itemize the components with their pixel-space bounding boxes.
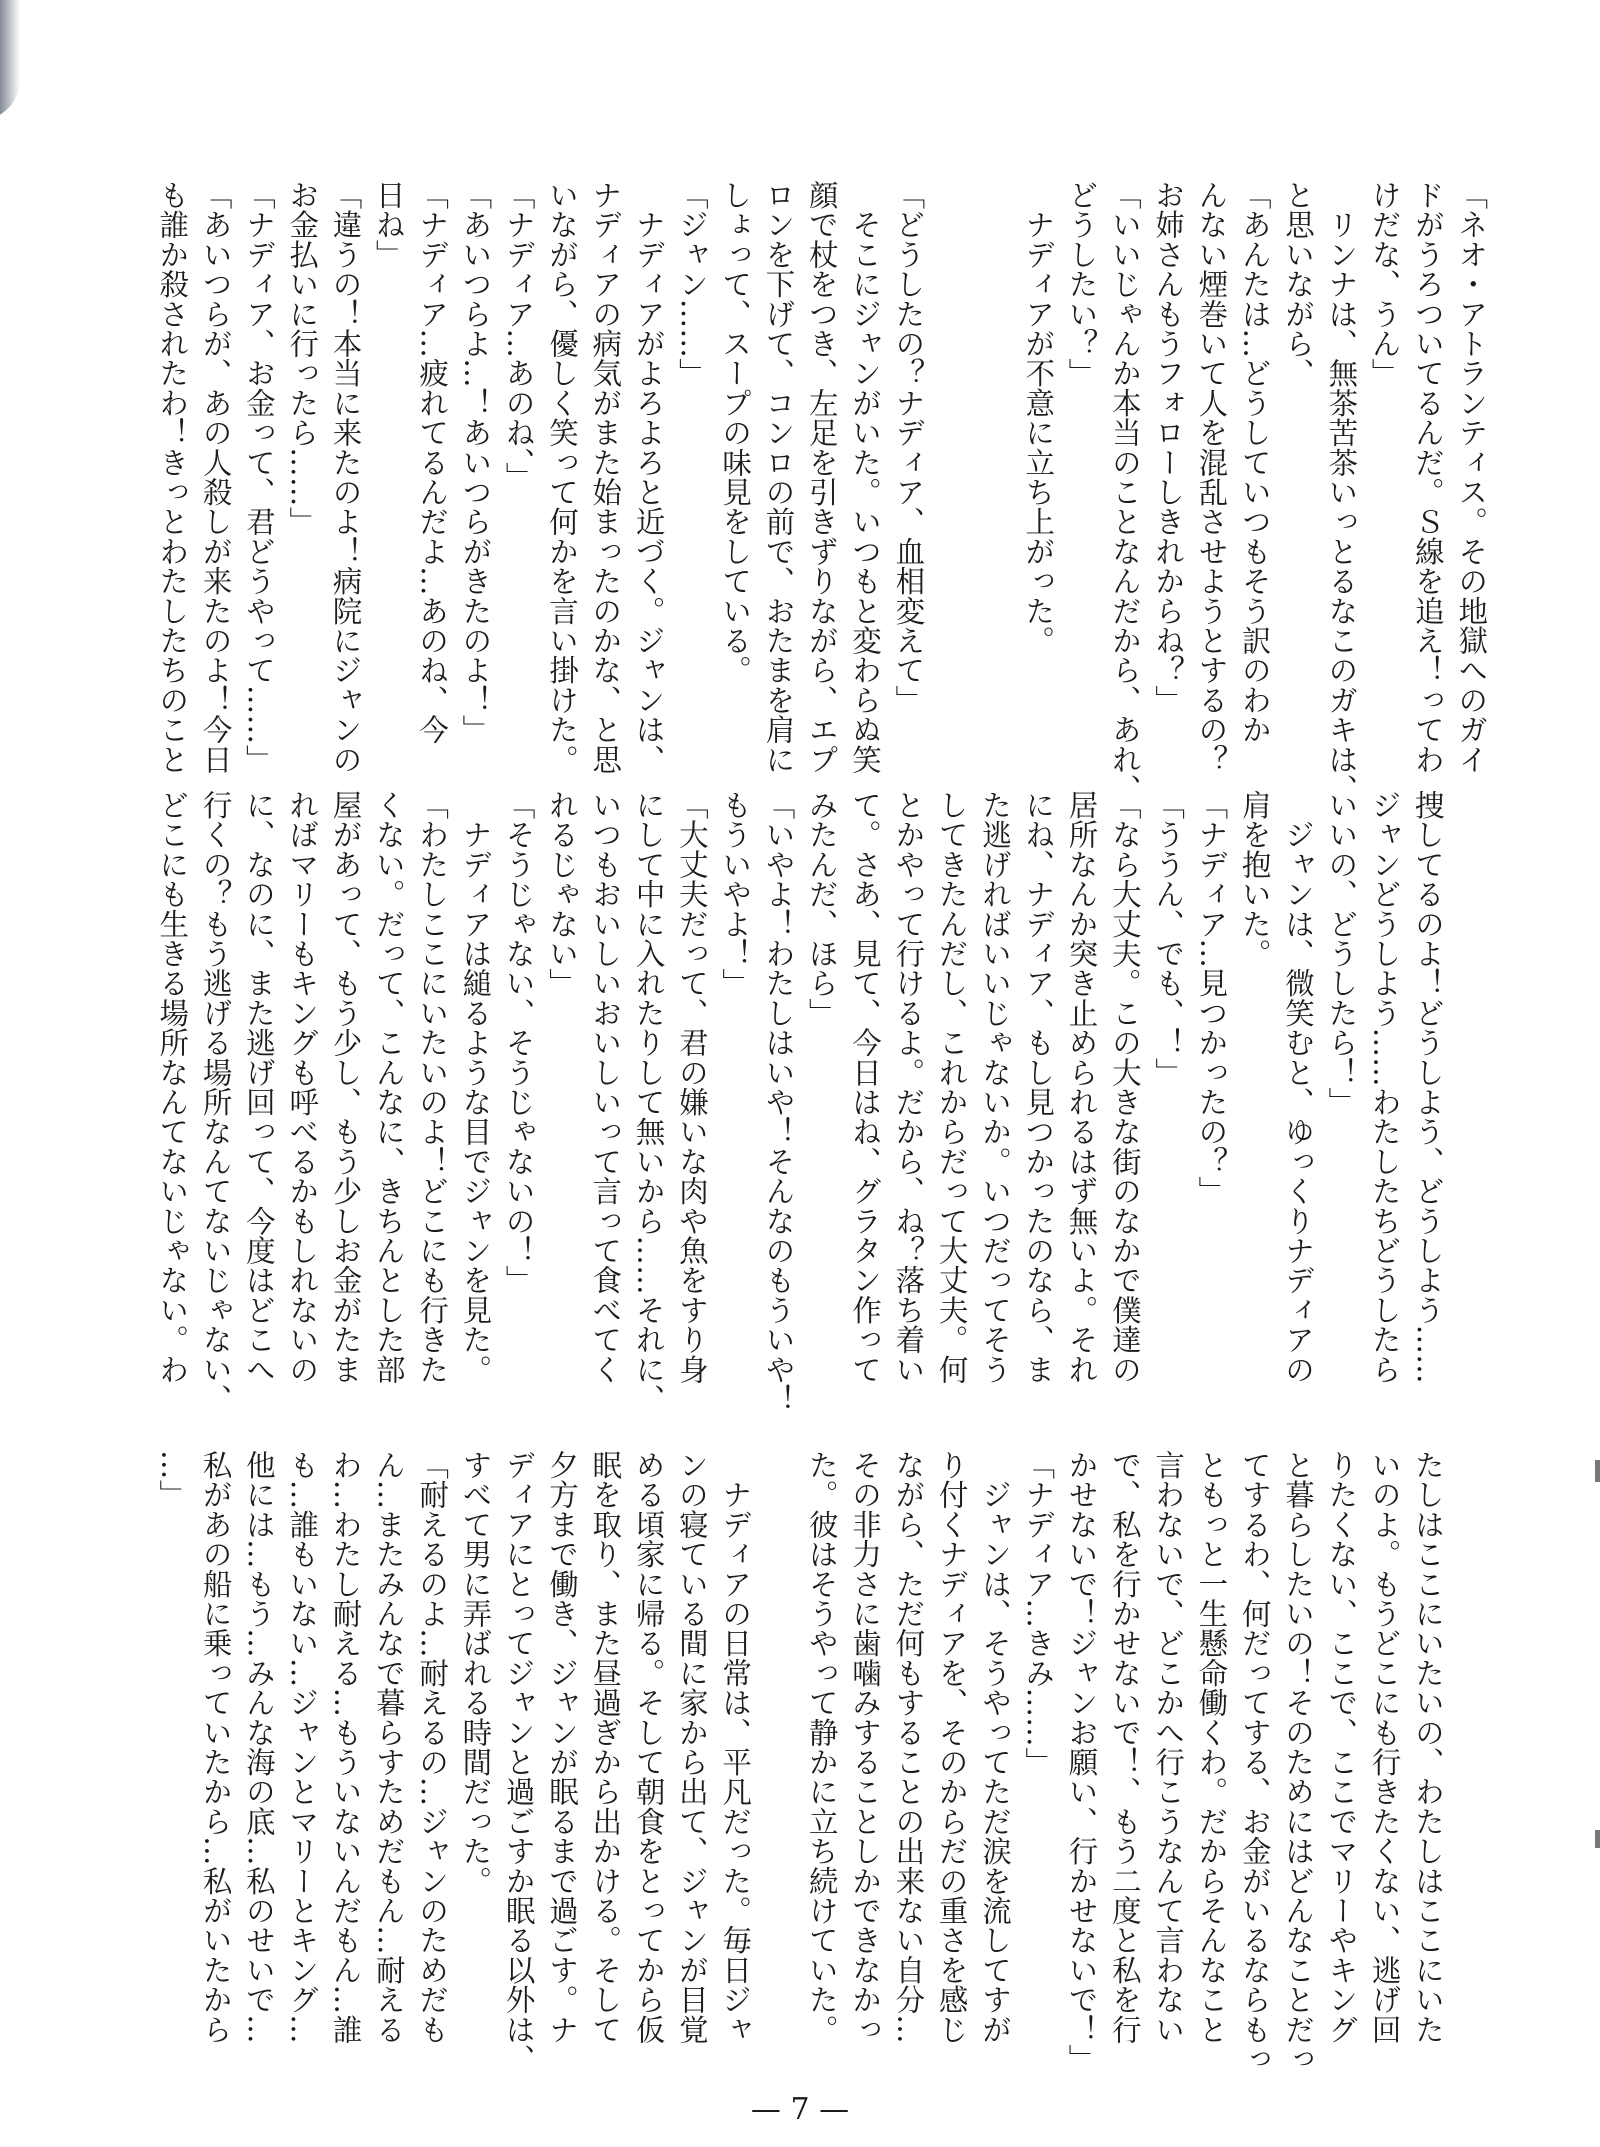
page-number: — 7 — [750, 2092, 850, 2127]
text-block-upper: 「ネオ・アトランティス。その地獄へのガイ ドがうろついてるんだ。Ｓ線を追え！ってわ けだな、うん」 リンナは、無茶苦茶いっとるなこのガキは、 と思いながら、 「あんたは…どうしていつもそう訳のわか んない煙巻いて人を混乱させようとするの？ お姉さんもうフォローしきれからね？」 「いいじゃんか本当のことなんだから、あれ、 どうしたい？」 ナディアが不意に立ち上がった。 「どうしたの？ナディア、血相変えて」 そこにジャンがいた。いつもと変わらぬ笑 顔で杖をつき、左足を引きずりながら、エプ ロンを下げて、コンロの前で、おたまを肩に しょって、スープの味見をしている。 「ジャン……」 ナディアがよろよろと近づく。ジャンは、 ナディアの病気がまた始まったのかな、と思 いながら、優しく笑って何かを言い掛けた。 「ナディア…あのね、」 「あいつらよ…！あいつらがきたのよ！」 「ナディア…疲れてるんだよ…あのね、今 日ね」 「違うの！本当に来たのよ！病院にジャンの お金払いに行ったら……」 「ナディア、お金って、君どうやって……」 「あいつらが、あの人殺しが来たのよ！今日 も誰か殺されたわ！きっとわたしたちのこと [155, 180, 1489, 804]
text-block-middle: 捜してるのよ！どうしよう、どうしよう…… ジャンどうしよう……わたしたちどうしたら いいの、どうしたら！」 ジャンは、微笑むと、ゆっくりナディアの 肩を抱いた。 「ナディア…見つかったの？」 「ううん、でも、！」 「なら大丈夫。この大きな街のなかで僕達の 居所なんか突き止められるはず無いよ。それ にね、ナディア、もし見つかったのなら、ま た逃げればいいじゃないか。いつだってそう してきたんだし、これからだって大丈夫。何 とかやって行けるよ。だから、ね？落ち着い て。さあ、見て、今日はね、グラタン作って みたんだ、ほら」 「いやよ！わたしはいや！そんなのもういや！ もういやよ！」 「大丈夫だって、君の嫌いな肉や魚をすり身 にして中に入れたりして無いから……それに、 いつもおいしいおいしいって言って食べてく れるじゃない」 「そうじゃない、そうじゃないの！」 ナディアは縋るような目でジャンを見た。 「わたしここにいたいのよ！どこにも行きた くない。だって、こんなに、きちんとした部 屋があって、もう少し、もう少しお金がたま ればマリーもキングも呼べるかもしれないの に、なのに、また逃げ回って、今度はどこへ 行くの？もう逃げる場所なんてないじゃない、 どこにも生きる場所なんてないじゃない。わ [155, 790, 1445, 1414]
scan-edge-mark [1595, 1460, 1600, 1482]
scan-edge-mark [1595, 1830, 1600, 1848]
scan-shadow [0, 0, 20, 120]
text-block-lower: たしはここにいたいの、わたしはここにいた いのよ。もうどこにも行きたくない、逃げ回 りたくない、ここで、ここでマリーやキング と暮らしたいの！そのためにはどんなことだっ てするわ、何だってする、お金がいるならもっ ともっと一生懸命働くわ。だからそんなこと 言わないで、どこかへ行こうなんて言わない で、私を行かせないで！、もう二度と私を行 かせないで！ジャンお願い、行かせないで！」 「ナディア…きみ……」 ジャンは、そうやってただ涙を流してすが り付くナディアを、そのからだの重さを感じ ながら、ただ何もすることの出来ない自分… その非力さに歯噛みすることしかできなかっ た。彼はそうやって静かに立ち続けていた。 ナディアの日常は、平凡だった。毎日ジャ ンの寝ている間に家から出て、ジャンが目覚 める頃家に帰る。そして朝食をとってから仮 眠を取り、また昼過ぎから出かける。そして 夕方まで働き、ジャンが眠るまで過ごす。ナ ディアにとってジャンと過ごすか眠る以外は、 すべて男に弄ばれる時間だった。 「耐えるのよ…耐えるの…ジャンのためだも ん…またみんなで暮らすためだもん…耐える わ…わたし耐える…もういないんだもん…誰 も…誰もいない…ジャンとマリーとキング… 他には…もう…みんな海の底…私のせいで… 私があの船に乗っていたから…私がいたから …」 [155, 1450, 1445, 2074]
